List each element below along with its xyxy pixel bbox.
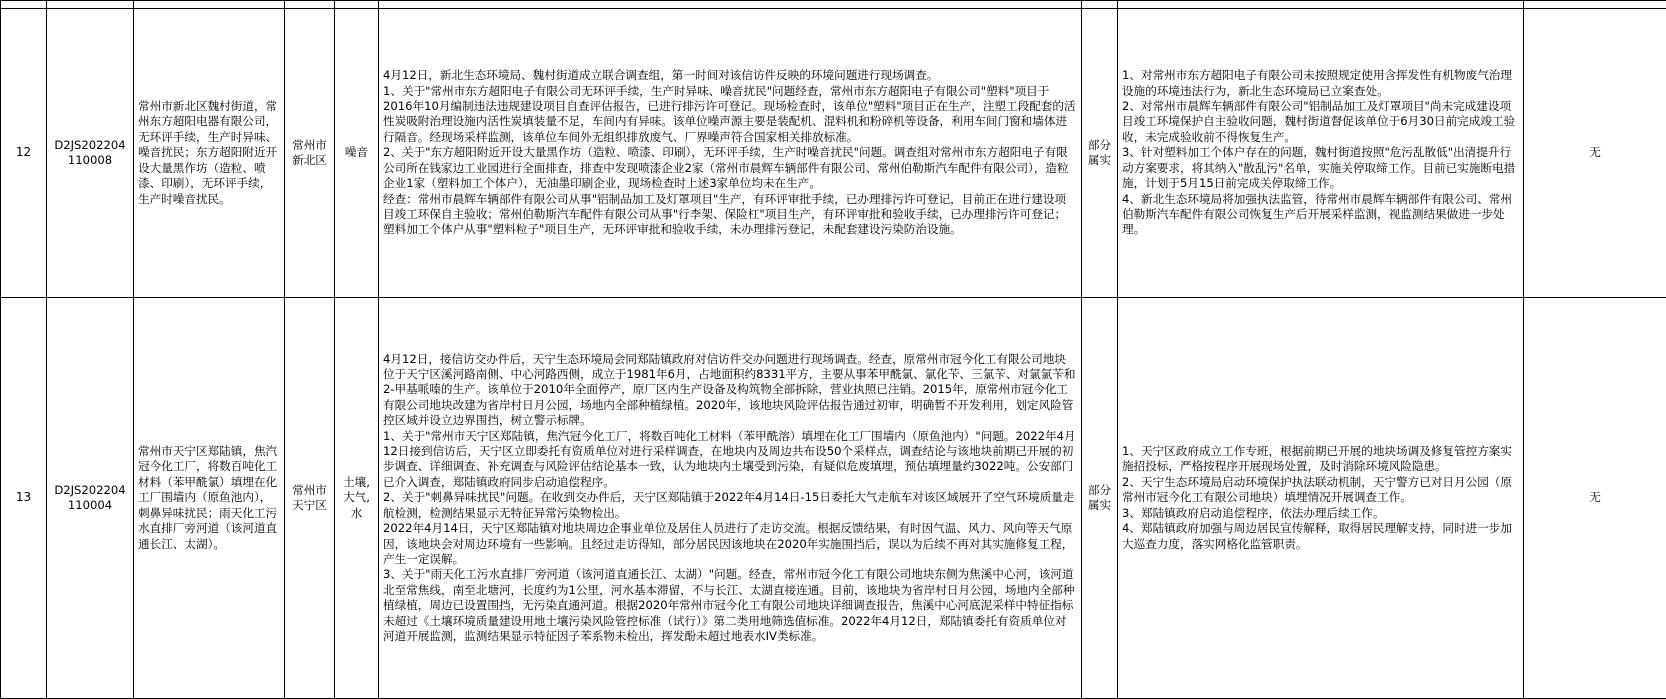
handling-cell[interactable]: [1118, 9, 1524, 298]
verdict-cell[interactable]: 部分属实: [1082, 9, 1118, 298]
complaint-content-cell[interactable]: 常州市天宁区郑陆镇，焦汽冠今化工厂，将数百吨化工材料（苯甲酰氯）填埋在化工厂围墙内（原鱼池内），刺鼻异味扰民；雨天化工污水直排厂旁河道（该河道直通长江、太湖）。: [134, 298, 285, 699]
handling-text: 1、对常州市东方超阳电子有限公司未按照规定使用含挥发性有机物废气治理设施的环境违法行为，新北生态环境局已立案查处。 2、对常州市晨辉车辆部件有限公司"铝制品加工及灯罩项目"尚未完成建设项目竣工环境保护自主验收问题，魏村街道督促该单位于6月30日前完成竣工验收，未完成验收前不得恢复生产。 3、针对塑料加工个体户存在的问题，魏村街道按照"危污乱散低"出清提升行动方案要求，将其纳入"散乱污"名单，实施关停取缔工作。目前已实施断电措施，计划于5月15日前完成关停取缔工作。 4、新北生态环境局将加强执法监管，待常州市晨辉车辆部件有限公司、常州伯勒斯汽车配件有限公司恢复生产后开展采样监测，视监测结果做进一步处理。: [1122, 68, 1519, 237]
investigation-text: 4月12日，接信访交办件后，天宁生态环境局会同郑陆镇政府对信访件交办问题进行现场调查。经查，原常州市冠今化工有限公司地块位于天宁区溪河路南侧、中心河路西侧，成立于1981年6月，占地面积约8331平方，主要从事苯甲酰氯、氯化苄、三氯苄、对氯氯苄和2-甲基哌嗪的生产。该单位于2010年全面停产，原厂区内生产设备及构筑物全部拆除，营业执照已注销。2015年，原常州市冠今化工有限公司地块改建为省岸村日月公园，场地内全部种植绿植。2020年，该地块风险评估报告通过初审，明确暂不开发利用，划定风险管控区域并设立边界围挡，树立警示标牌。 1、关于"常州市天宁区郑陆镇，焦汽冠今化工厂，将数百吨化工材料（苯甲酰溶）填埋在化工厂围墙内（原鱼池内）"问题。2022年4月12日接到信访后，天宁区立即委托有资质单位对进行采样调查，在地块内及周边共布设50个采样点，调查结论与该地块前期已开展的初步调查、详细调查、补充调查与风险评估结论基本一致，认为地块内土壤受到污染，有疑似危废填埋，预估填埋量约3022吨。公安部门已介入调查，郑陆镇政府同步启动追偿程序。 2、关于"刺鼻异味扰民"问题。在收到交办件后，天宁区郑陆镇于2022年4月14日-15日委托大气走航车对该区域展开了空气环境质量走航检测，检测结果显示无特征异常污染物检出。 2022年4月14日，天宁区郑陆镇对地块周边企事业单位及居住人员进行了走访交流。根据反馈结果，有时因气温、风力、风向等天气原因，该地块会对周边环境有一些影响。且经过走访得知，部分居民因该地块在2020年实施围挡后，误以为后续不再对其实施修复工程，产生一定误解。 3、关于"雨天化工污水直排厂旁河道（该河道直通长江、太湖）"问题。经查，常州市冠今化工有限公司地块东侧为焦溪中心河，该河道北至常焦线，南至北塘河，长度约为1公里，河水基本滞留，不与长江、太湖直接连通。目前，该地块为省岸村日月公园，场地内全部种植绿植，周边已设置围挡，无污染直通河道。根据2020年常州市冠今化工有限公司地块详细调查报告，焦溪中心河底泥采样中特征指标未超过《土壤环境质量建设用地土壤污染风险管控标准（试行）》第二类用地筛选值标准。2022年4月12日，郑陆镇委托有资质单位对河道开展监测，监测结果显示特征因子苯系物未检出，挥发酚未超过地表水IV类标准。: [383, 352, 1077, 645]
pollution-type-cell[interactable]: 噪音: [335, 9, 379, 298]
investigation-cell[interactable]: [379, 9, 1082, 298]
case-code-cell[interactable]: D2JS202204110004: [47, 298, 134, 699]
case-code-cell[interactable]: D2JS202204110008: [47, 9, 134, 298]
district-cell[interactable]: 常州市新北区: [285, 9, 335, 298]
row-index-cell[interactable]: 12: [1, 9, 47, 298]
row-index-cell[interactable]: 13: [1, 298, 47, 699]
accountability-cell[interactable]: 无: [1524, 298, 1666, 699]
pollution-type-cell[interactable]: 土壤,大气,水: [335, 298, 379, 699]
table-row-top-stub: [1, 1, 1666, 9]
table-row: [1, 9, 1666, 298]
verdict-cell[interactable]: 部分属实: [1082, 298, 1118, 699]
table-row: [1, 298, 1666, 699]
handling-cell[interactable]: [1118, 298, 1524, 699]
handling-text: 1、天宁区政府成立工作专班，根据前期已开展的地块场调及修复管控方案实施招投标，严格按程序开展现场处置，及时消除环境风险隐患。 2、天宁生态环境局启动环境保护执法联动机制，天宁警方已对日月公园（原常州市冠今化工有限公司地块）填埋情况开展调查工作。 3、郑陆镇政府启动追偿程序，依法办理后续工作。 4、郑陆镇政府加强与周边居民宣传解释，取得居民理解支持，同时进一步加大巡查力度，落实网格化监管职责。: [1122, 444, 1519, 552]
district-cell[interactable]: 常州市天宁区: [285, 298, 335, 699]
investigation-cell[interactable]: [379, 298, 1082, 699]
investigation-text: 4月12日，新北生态环境局、魏村街道成立联合调查组，第一时间对该信访件反映的环境问题进行现场调查。 1、关于"常州市东方超阳电子有限公司无环评手续，生产时异味、噪音扰民"问题经查，常州市东方超阳电子有限公司"塑料"项目于2016年10月编制违法违规建设项目自查评估报告，已进行排污许可登记。现场检查时，该单位"塑料"项目正在生产，注塑工段配套的活性炭吸附治理设施内活性炭填装量不足，车间内有异味。该单位噪声源主要是装配机、混料机和粉碎机等设备，利用车间门窗和墙体进行隔音。经现场采样监测，该单位车间外无组织排放废气、厂界噪声符合国家相关排放标准。 2、关于"东方超阳附近开设大量黑作坊（造粒、喷漆、印刷），无环评手续，生产时噪音扰民"问题。调查组对常州市东方超阳电子有限公司所在钱家边工业园进行全面排查，排查中发现喷漆企业2家（常州市晨辉车辆部件有限公司、常州伯勒斯汽车配件有限公司），造粒企业1家（塑料加工个体户），无油墨印刷企业，现场检查时上述3家单位均未在生产。 经查：常州市晨辉车辆部件有限公司从事"铝制品加工及灯罩项目"生产，有环评审批手续，已办理排污许可登记，目前正在进行建设项目竣工环保自主验收；常州伯勒斯汽车配件有限公司从事"行李架、保险杠"项目生产，有环评审批和验收手续，已办理排污许可登记；塑料加工个体户从事"塑料粒子"项目生产，无环评审批和验收手续，未办理排污登记，未配套建设污染防治设施。: [383, 68, 1077, 237]
accountability-cell[interactable]: 无: [1524, 9, 1666, 298]
complaint-content-cell[interactable]: 常州市新北区魏村街道，常州东方超阳电器有限公司，无环评手续，生产时异味、噪音扰民；东方超阳附近开设大量黑作坊（造粒、喷漆、印刷），无环评手续，生产时噪音扰民。: [134, 9, 285, 298]
